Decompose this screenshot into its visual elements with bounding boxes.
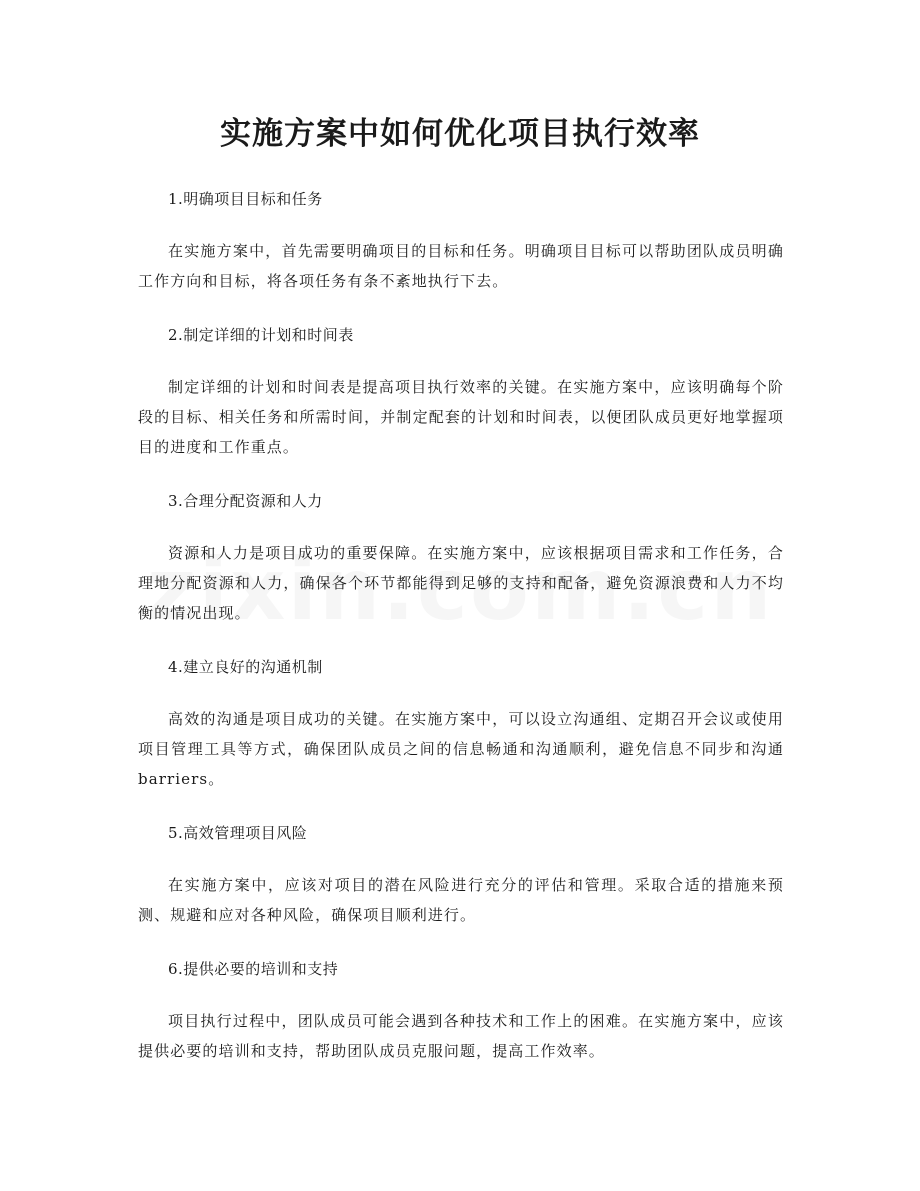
section-6 — [138, 954, 784, 1066]
document-body — [138, 184, 784, 1090]
section-paragraph: 高效的沟通是项目成功的关键。在实施方案中，可以设立沟通组、定期召开会议或使用项目管理工具等方式，确保团队成员之间的信息畅通和沟通顺利，避免信息不同步和沟通 barriers。 — [138, 710, 784, 788]
section-heading: 1.明确项目目标和任务 — [168, 190, 323, 208]
section-heading: 5.高效管理项目风险 — [168, 824, 308, 842]
section-paragraph: 在实施方案中，应该对项目的潜在风险进行充分的评估和管理。采取合适的措施来预测、规避和应对各种风险，确保项目顺利进行。 — [138, 876, 784, 924]
document-title: 实施方案中如何优化项目执行效率 — [220, 116, 700, 152]
section-paragraph: 项目执行过程中，团队成员可能会遇到各种技术和工作上的困难。在实施方案中，应该提供必要的培训和支持，帮助团队成员克服问题，提高工作效率。 — [138, 1012, 784, 1060]
section-paragraph: 在实施方案中，首先需要明确项目的目标和任务。明确项目目标可以帮助团队成员明确工作方向和目标，将各项任务有条不紊地执行下去。 — [138, 242, 784, 290]
section-heading: 2.制定详细的计划和时间表 — [168, 326, 354, 344]
section-paragraph: 制定详细的计划和时间表是提高项目执行效率的关键。在实施方案中，应该明确每个阶段的目标、相关任务和所需时间，并制定配套的计划和时间表，以便团队成员更好地掌握项目的进度和工作重点。 — [138, 378, 784, 456]
section-4 — [138, 652, 784, 794]
section-3 — [138, 486, 784, 628]
section-paragraph: 资源和人力是项目成功的重要保障。在实施方案中，应该根据项目需求和工作任务，合理地分配资源和人力，确保各个环节都能得到足够的支持和配备，避免资源浪费和人力不均衡的情况出现。 — [138, 544, 784, 622]
section-heading: 3.合理分配资源和人力 — [168, 492, 323, 510]
section-heading: 4.建立良好的沟通机制 — [168, 658, 323, 676]
section-5 — [138, 818, 784, 930]
section-heading: 6.提供必要的培训和支持 — [168, 960, 339, 978]
section-2 — [138, 320, 784, 462]
section-1 — [138, 184, 784, 296]
